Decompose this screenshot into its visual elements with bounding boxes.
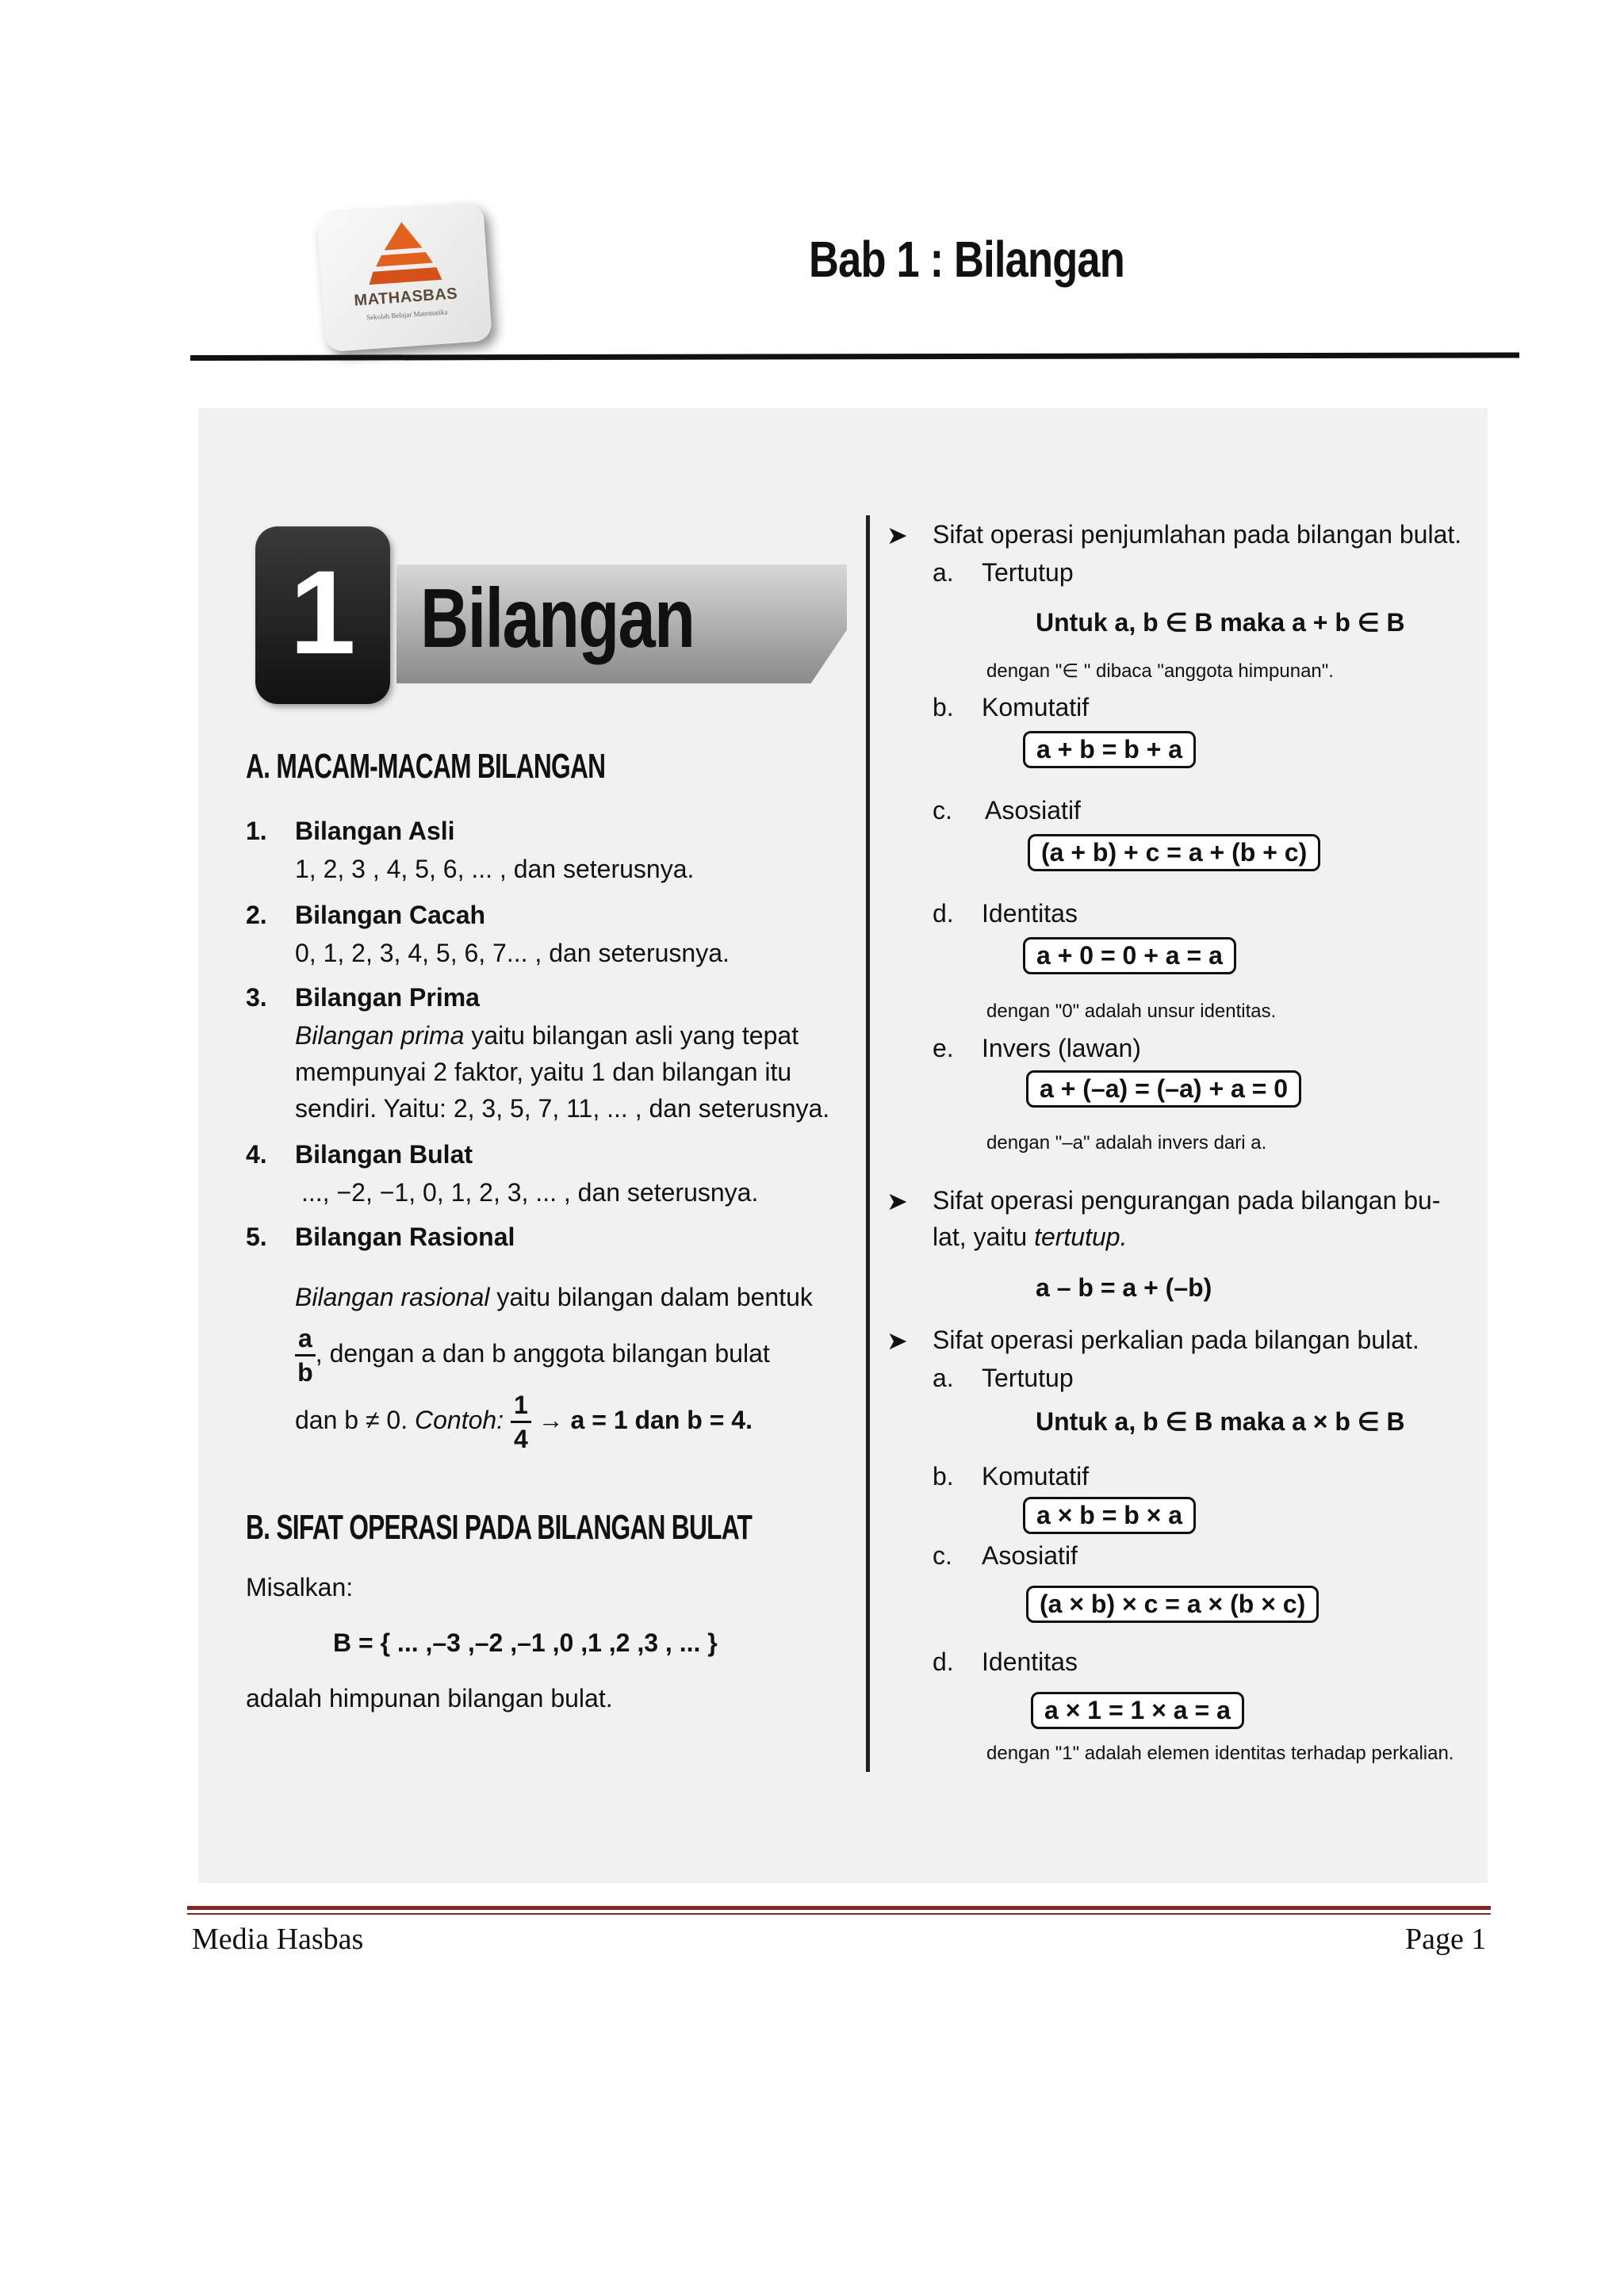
item-label: b.	[933, 693, 954, 721]
item-number: 2.	[246, 901, 267, 929]
fraction-line: $\frac{a}{b}$ , dengan a dan b anggota bilangan bulat	[295, 1326, 770, 1385]
item-number: 4.	[246, 1140, 267, 1169]
item-title: Bilangan Rasional	[295, 1223, 515, 1251]
chapter-ribbon-title: Bilangan	[420, 572, 695, 665]
section-b-intro: Misalkan:	[246, 1573, 354, 1601]
footer-publisher: Media Hasbas	[192, 1923, 364, 1956]
subtraction-heading: Sifat operasi pengurangan pada bilangan bu-	[933, 1186, 1441, 1215]
closure-rule: Untuk a, b ∈ B maka a + b ∈ B	[1036, 608, 1405, 637]
item-title: Asosiatif	[982, 1541, 1078, 1570]
header-rule	[190, 352, 1519, 361]
chapter-title: Bab 1 : Bilangan	[809, 231, 1125, 288]
bullet-arrow-icon: ➤	[887, 1187, 908, 1215]
item-label: a.	[933, 1364, 954, 1392]
logo-text: MATHASBAS	[353, 285, 458, 310]
chapter-badge-number: 1	[289, 545, 356, 679]
item-label: c.	[933, 796, 952, 825]
item-title: Identitas	[982, 1647, 1078, 1676]
footer-page-number: Page 1	[1405, 1923, 1487, 1956]
bullet-arrow-icon: ➤	[887, 1326, 908, 1355]
bullet-arrow-icon: ➤	[887, 521, 908, 549]
item-text: sendiri. Yaitu: 2, 3, 5, 7, 11, ... , dan seterusnya.	[295, 1094, 830, 1123]
commutative-formula-box: a × b = b × a	[1023, 1497, 1196, 1534]
subtraction-rule: a – b = a + (–b)	[1036, 1273, 1212, 1302]
footer-rule-thin	[187, 1913, 1491, 1915]
item-label: c.	[933, 1541, 952, 1570]
footer-rule	[187, 1906, 1491, 1910]
item-number: 3.	[246, 983, 267, 1012]
item-title: Invers (lawan)	[982, 1034, 1141, 1062]
pyramid-logo-icon	[365, 216, 442, 293]
item-title: Komutatif	[982, 693, 1090, 721]
associative-formula-box: (a + b) + c = a + (b + c)	[1028, 834, 1320, 871]
rule-note: dengan "–a" adalah invers dari a.	[986, 1132, 1267, 1154]
item-title: Bilangan Asli	[295, 817, 455, 845]
item-title: Bilangan Bulat	[295, 1140, 473, 1169]
item-label: b.	[933, 1462, 954, 1490]
multiplication-heading: Sifat operasi perkalian pada bilangan bulat.	[933, 1326, 1419, 1354]
item-title: Komutatif	[982, 1462, 1090, 1490]
column-divider	[866, 515, 870, 1772]
addition-heading: Sifat operasi penjumlahan pada bilangan bulat.	[933, 520, 1462, 549]
item-text: mempunyai 2 faktor, yaitu 1 dan bilangan itu	[295, 1058, 792, 1086]
logo-subtext: Sekolah Belajar Matematika	[366, 308, 448, 322]
subtraction-heading-cont: lat, yaitu tertutup.	[933, 1223, 1128, 1251]
inverse-formula-box: a + (–a) = (–a) + a = 0	[1026, 1070, 1301, 1108]
identity-formula-box: a + 0 = 0 + a = a	[1023, 937, 1236, 974]
mathasbas-logo	[316, 202, 492, 352]
item-text: 1, 2, 3 , 4, 5, 6, ... , dan seterusnya.	[295, 855, 695, 883]
rule-note: dengan "∈ " dibaca "anggota himpunan".	[986, 660, 1334, 682]
section-b-outro: adalah himpunan bilangan bulat.	[246, 1684, 613, 1712]
chapter-badge	[255, 526, 390, 704]
item-title: Identitas	[982, 899, 1078, 928]
closure-rule: Untuk a, b ∈ B maka a × b ∈ B	[1036, 1407, 1405, 1436]
item-text: ..., −2, −1, 0, 1, 2, 3, ... , dan seterusnya.	[301, 1178, 759, 1207]
item-label: a.	[933, 558, 954, 587]
item-text: Bilangan prima yaitu bilangan asli yang tepat	[295, 1021, 799, 1050]
italic-term: Bilangan prima	[295, 1021, 465, 1050]
item-title: Asosiatif	[985, 796, 1081, 825]
item-label: d.	[933, 899, 954, 928]
item-label: d.	[933, 1647, 954, 1676]
identity-formula-box: a × 1 = 1 × a = a	[1031, 1692, 1244, 1729]
item-text: 0, 1, 2, 3, 4, 5, 6, 7... , dan seterusnya.	[295, 939, 730, 967]
item-text: Bilangan rasional yaitu bilangan dalam bentuk	[295, 1283, 813, 1311]
item-title: Bilangan Prima	[295, 983, 480, 1012]
fraction-a-over-b: $\frac{a}{b}$	[295, 1326, 316, 1385]
rule-note: dengan "0" adalah unsur identitas.	[986, 1001, 1277, 1022]
italic-term: Bilangan rasional	[295, 1283, 490, 1311]
item-title: Bilangan Cacah	[295, 901, 486, 929]
section-a-heading: A. MACAM-MACAM BILANGAN	[246, 747, 606, 786]
item-title: Tertutup	[982, 558, 1074, 587]
fraction-one-quarter: $\frac{1}{4}$	[511, 1392, 531, 1452]
commutative-formula-box: a + b = b + a	[1023, 731, 1196, 768]
item-number: 5.	[246, 1223, 267, 1251]
associative-formula-box: (a × b) × c = a × (b × c)	[1026, 1586, 1319, 1623]
example-line: dan b ≠ 0. Contoh: $\frac{1}{4}$ → a = 1 dan b = 4.	[295, 1391, 753, 1453]
item-label: e.	[933, 1034, 954, 1062]
section-b-heading: B. SIFAT OPERASI PADA BILANGAN BULAT	[246, 1508, 753, 1547]
item-title: Tertutup	[982, 1364, 1074, 1392]
item-number: 1.	[246, 817, 267, 845]
integer-set: B = { ... ,–3 ,–2 ,–1 ,0 ,1 ,2 ,3 , ... }	[333, 1628, 718, 1657]
rule-note: dengan "1" adalah elemen identitas terhadap perkalian.	[986, 1743, 1454, 1764]
